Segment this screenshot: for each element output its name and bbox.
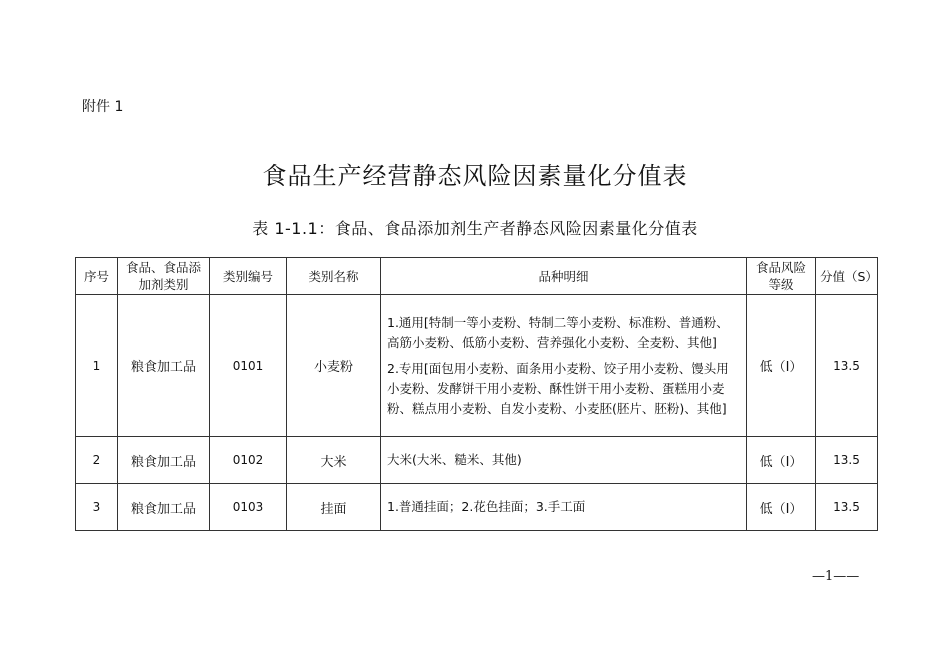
row-detail-item: 1.普通挂面；2.花色挂面；3.手工面 <box>387 499 586 514</box>
page-number: —1—— <box>812 569 860 584</box>
row-detail-item: 1.通用[特制一等小麦粉、特制二等小麦粉、标准粉、普通粉、高筋小麦粉、低筋小麦粉、营养强化小麦粉、全麦粉、其他] <box>387 314 729 350</box>
row-risk: 低（Ⅰ） <box>747 437 816 484</box>
header-detail: 品种明细 <box>381 258 747 295</box>
row-index: 3 <box>76 484 118 531</box>
row-index: 1 <box>76 295 118 437</box>
table-caption: 表 1-1.1：食品、食品添加剂生产者静态风险因素量化分值表 <box>252 219 698 238</box>
table-row <box>76 484 878 531</box>
row-risk: 低（Ⅰ） <box>747 484 816 531</box>
row-risk: 低（Ⅰ） <box>747 295 816 437</box>
risk-score-table <box>75 257 878 531</box>
header-category-line1: 食品、食品添 <box>125 260 201 275</box>
row-score: 13.5 <box>816 295 878 437</box>
attachment-label: 附件 1 <box>82 99 124 115</box>
page-title: 食品生产经营静态风险因素量化分值表 <box>262 162 688 190</box>
header-code: 类别编号 <box>210 258 287 295</box>
header-risk-line1: 食品风险 <box>755 260 806 275</box>
row-category: 粮食加工品 <box>118 484 210 531</box>
row-code: 0103 <box>210 484 287 531</box>
table-row <box>76 295 878 437</box>
row-score: 13.5 <box>816 437 878 484</box>
row-score: 13.5 <box>816 484 878 531</box>
header-category-line2: 加剂类别 <box>138 277 189 292</box>
row-detail <box>381 484 747 531</box>
row-detail-item: 大米(大米、糙米、其他) <box>387 452 522 467</box>
header-risk <box>747 258 816 295</box>
row-code: 0101 <box>210 295 287 437</box>
header-name: 类别名称 <box>287 258 381 295</box>
header-score: 分值（S） <box>816 258 878 295</box>
row-detail <box>381 295 747 437</box>
header-index: 序号 <box>76 258 118 295</box>
row-detail <box>381 437 747 484</box>
row-code: 0102 <box>210 437 287 484</box>
row-name: 小麦粉 <box>287 295 381 437</box>
row-detail-item: 2.专用[面包用小麦粉、面条用小麦粉、饺子用小麦粉、馒头用小麦粉、发酵饼干用小麦粉、酥性饼干用小麦粉、蛋糕用小麦粉、糕点用小麦粉、自发小麦粉、小麦胚(胚片、胚粉)、其他] <box>387 360 729 416</box>
row-name: 挂面 <box>287 484 381 531</box>
row-category: 粮食加工品 <box>118 295 210 437</box>
table-row <box>76 437 878 484</box>
row-category: 粮食加工品 <box>118 437 210 484</box>
row-name: 大米 <box>287 437 381 484</box>
row-index: 2 <box>76 437 118 484</box>
table-header-row <box>76 258 878 295</box>
header-risk-line2: 等级 <box>768 277 794 292</box>
header-category <box>118 258 210 295</box>
